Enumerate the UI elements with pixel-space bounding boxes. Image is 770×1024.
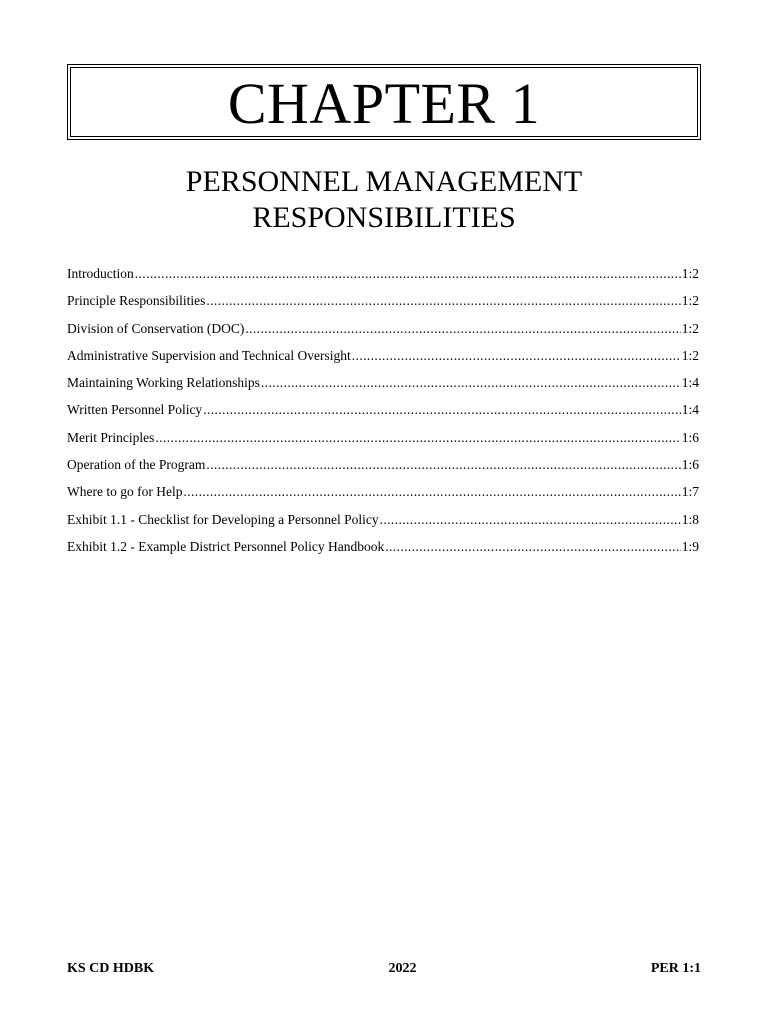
toc-entry-exhibit-1-1[interactable] [67,512,699,539]
toc-entry-principle-responsibilities[interactable] [67,293,699,320]
toc-dot-leader [203,402,681,418]
toc-entry-page: 1:6 [681,457,699,473]
toc-entry-page: 1:2 [681,293,699,309]
toc-entry-title: Exhibit 1.1 - Checklist for Developing a Personnel Policy [67,511,379,527]
toc-entry-title: Where to go for Help [67,484,183,500]
toc-dot-leader [155,430,680,446]
toc-entry-page: 1:6 [681,429,699,445]
toc-dot-leader [352,348,681,364]
toc-dot-leader [206,293,680,309]
toc-entry-administrative-supervision[interactable] [67,348,699,375]
toc-entry-title: Introduction [67,266,134,281]
toc-entry-page: 1:4 [681,402,699,418]
page-footer [67,961,701,977]
toc-entry-exhibit-1-2[interactable] [67,539,699,566]
toc-entry-title: Merit Principles [67,429,155,445]
toc-entry-title: Division of Conservation (DOC) [67,320,245,336]
toc-dot-leader [183,484,680,500]
footer-year: 2022 [388,961,417,976]
toc-dot-leader [385,539,681,555]
toc-dot-leader [380,512,681,528]
toc-entry-where-to-go-for-help[interactable] [67,484,699,511]
chapter-heading-inner-border [70,67,698,137]
toc-entry-title: Exhibit 1.2 - Example District Personnel Policy Handbook [67,538,385,554]
toc-entry-page: 1:2 [681,320,699,336]
footer-page-number: PER 1:1 [650,961,701,976]
toc-entry-title: Maintaining Working Relationships [67,375,260,391]
toc-entry-page: 1:4 [681,375,699,391]
toc-dot-leader [135,266,681,282]
chapter-subtitle [67,164,701,236]
toc-dot-leader [245,321,680,337]
toc-entry-introduction[interactable] [67,266,699,293]
toc-entry-page: 1:2 [681,266,699,281]
toc-entry-title: Administrative Supervision and Technical Oversight [67,347,351,363]
toc-entry-page: 1:2 [681,347,699,363]
toc-entry-merit-principles[interactable] [67,430,699,457]
subtitle-line-1: PERSONNEL MANAGEMENT [185,165,583,198]
toc-entry-written-personnel-policy[interactable] [67,402,699,429]
table-of-contents [67,266,699,566]
toc-dot-leader [206,457,680,473]
toc-dot-leader [261,375,681,391]
toc-entry-maintaining-working-relationships[interactable] [67,375,699,402]
toc-entry-title: Principle Responsibilities [67,293,206,309]
toc-entry-page: 1:8 [681,511,699,527]
toc-entry-page: 1:7 [681,484,699,500]
subtitle-line-2: RESPONSIBILITIES [252,201,516,234]
toc-entry-page: 1:9 [681,538,699,554]
toc-entry-division-of-conservation[interactable] [67,321,699,348]
footer-handbook-id: KS CD HDBK [67,961,155,976]
toc-entry-title: Written Personnel Policy [67,402,203,418]
toc-entry-operation-of-the-program[interactable] [67,457,699,484]
toc-entry-title: Operation of the Program [67,457,206,473]
chapter-title: CHAPTER 1 [227,71,541,136]
chapter-heading-box [67,64,701,140]
